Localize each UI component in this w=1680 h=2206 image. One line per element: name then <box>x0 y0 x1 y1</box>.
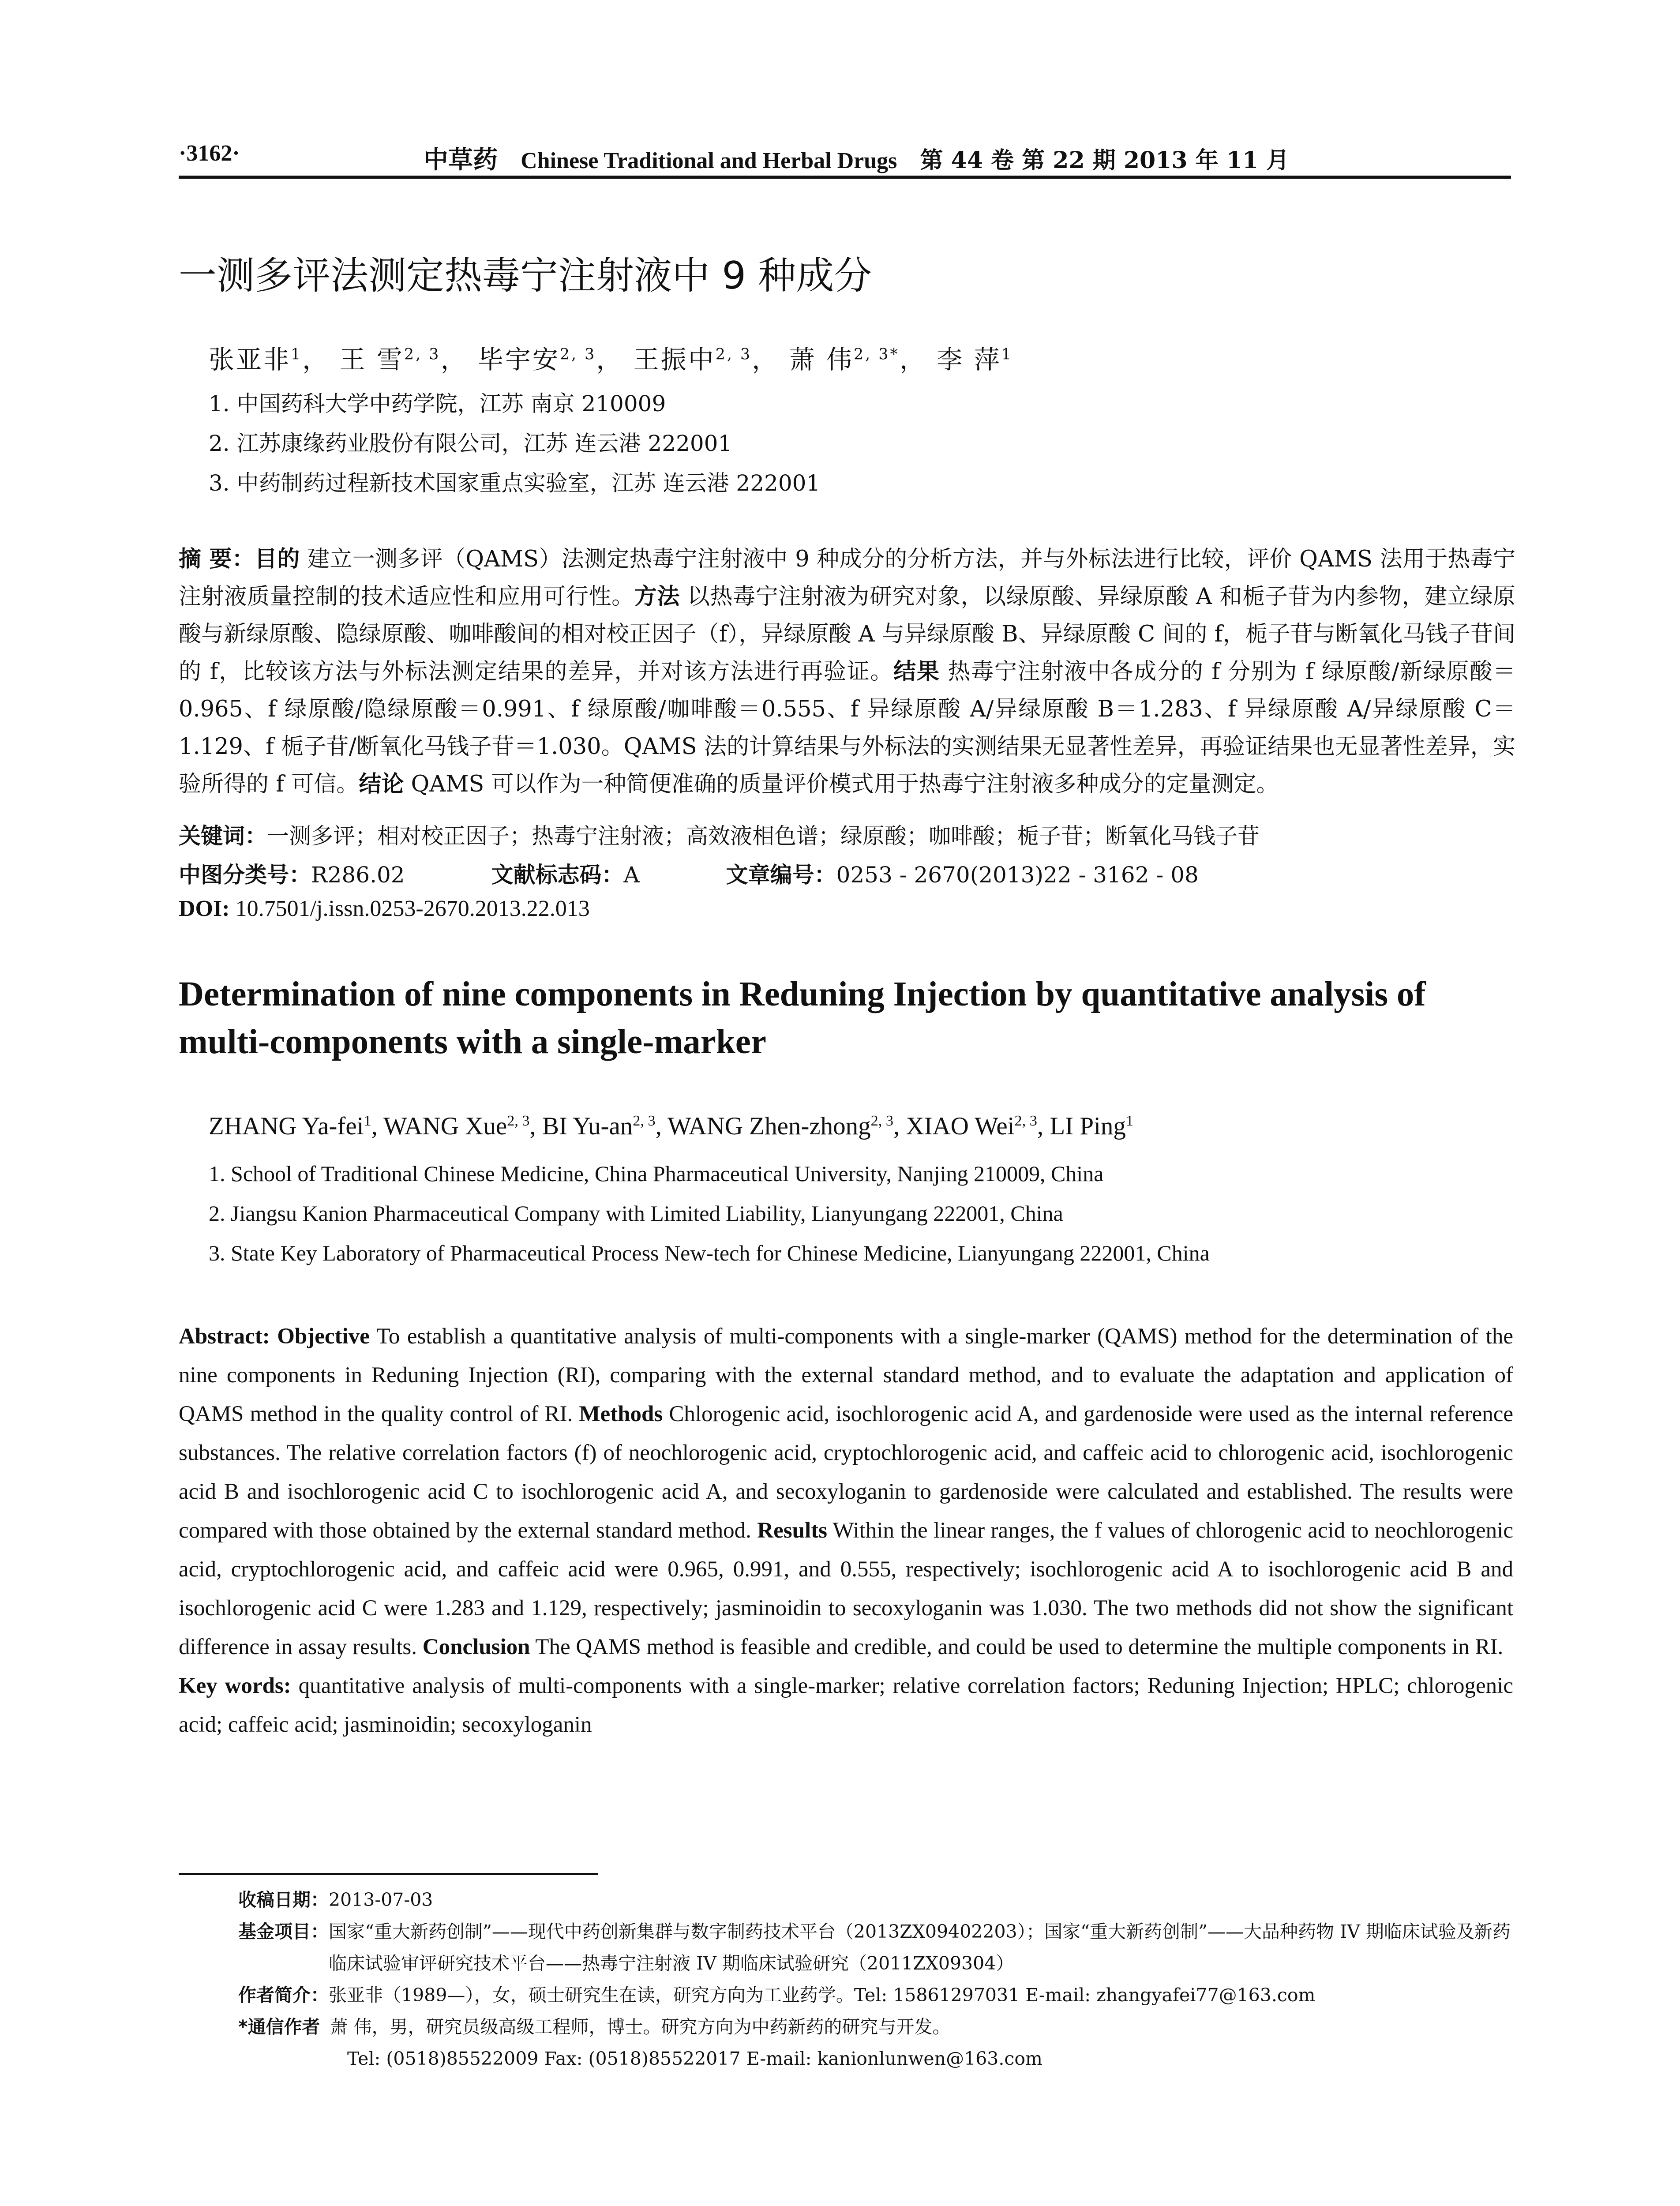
running-header <box>179 140 1511 179</box>
objective-text-en: To establish a quantitative analysis of multi-components with a single-marker (QAMS) method for the determination of the nine components in Reduning Injection (RI), comparing with the external standard method, and to evaluate the adaptation and application of QAMS method in the quality control of RI. <box>179 1324 1513 1426</box>
author-list-cn: 张亚非$^1$， 王 雪$^{2, 3}$， 毕宇安$^{2, 3}$， 王振中$^{2, 3}$， 萧 伟$^{2, 3*}$， 李 萍$^1$ <box>209 345 1013 375</box>
corresponding-label: *通信作者 <box>238 2016 320 2037</box>
objective-text-cn: 建立一测多评（QAMS）法测定热毒宁注射液中 9 种成分的分析方法，并与外标法进行比较，评价 QAMS 法用于热毒宁注射液质量控制的技术适应性和应用可行性。 <box>179 546 1515 610</box>
keywords-en-text: quantitative analysis of multi-components with a single-marker; relative correlation factors; Reduning Injection; HPLC; chlorogenic acid; caffeic acid; jasminoidin; secoxyloganin <box>179 1673 1513 1737</box>
doi-line <box>179 896 590 922</box>
journal-name-cn: 中草药 <box>424 145 498 174</box>
doc-code-value: A <box>623 862 640 888</box>
author-en: WANG Xue$^{2, 3}$ <box>383 1112 530 1140</box>
received-label: 收稿日期： <box>238 1889 329 1910</box>
abstract-en <box>179 1317 1513 1744</box>
author-en: BI Yu-an$^{2, 3}$ <box>542 1112 656 1140</box>
author-en: WANG Zhen-zhong$^{2, 3}$ <box>668 1112 893 1140</box>
footnote-bio <box>238 1979 1513 2011</box>
issue-info: 第 44 卷 第 22 期 2013 年 11 月 <box>920 147 1290 174</box>
keywords-en-label: Key words: <box>179 1673 291 1698</box>
keywords-cn-text: 一测多评；相对校正因子；热毒宁注射液；高效液相色谱；绿原酸；咖啡酸；栀子苷；断氧化马钱子苷 <box>267 823 1260 849</box>
footnote-fund <box>238 1916 1513 1979</box>
keywords-cn <box>179 818 1260 850</box>
title-cn: 一测多评法测定热毒宁注射液中 9 种成分 <box>179 254 872 298</box>
footnote-corresponding <box>238 2011 1513 2043</box>
affiliations-en <box>209 1154 1210 1273</box>
journal-line <box>424 140 1304 176</box>
author-en: XIAO Wei$^{2, 3}$ <box>906 1112 1037 1140</box>
doi-link[interactable]: 10.7501/j.issn.0253-2670.2013.22.013 <box>235 896 590 921</box>
affiliation-cn: 3. 中药制药过程新技术国家重点实验室，江苏 连云港 222001 <box>209 470 821 496</box>
author-en: LI Ping$^1$ <box>1050 1112 1133 1140</box>
corresponding-contact: Tel: (0518)85522009 Fax: (0518)85522017 E-mail: kanionlunwen@163.com <box>347 2048 1042 2069</box>
author-cn: 李 萍$^1$ <box>937 345 1013 375</box>
received-date: 2013-07-03 <box>329 1889 433 1910</box>
clc-label: 中图分类号： <box>179 862 311 888</box>
journal-name-en: Chinese Traditional and Herbal Drugs <box>521 148 897 173</box>
objective-label-en: Objective <box>277 1324 370 1349</box>
fund-label: 基金项目： <box>238 1921 329 1942</box>
affiliation-cn: 2. 江苏康缘药业股份有限公司，江苏 连云港 222001 <box>209 431 732 456</box>
fund-text: 国家“重大新药创制”——现代中药创新集群与数字制药技术平台（2013ZX09402203）；国家“重大新药创制”——大品种药物 IV 期临床试验及新药临床试验审评研究技术平台——热毒宁注射液 IV 期临床试验研究（2011ZX09304） <box>329 1921 1511 1974</box>
author-cn: 萧 伟$^{2, 3*}$ <box>789 345 900 375</box>
author-cn: 王振中$^{2, 3}$ <box>633 345 752 375</box>
author-cn: 张亚非$^1$ <box>209 345 303 375</box>
corresponding-text: 萧 伟，男，研究员级高级工程师，博士。研究方向为中药新药的研究与开发。 <box>330 2016 951 2037</box>
keywords-cn-label: 关键词： <box>179 823 267 849</box>
affiliation-cn: 1. 中国药科大学中药学院，江苏 南京 210009 <box>209 391 666 416</box>
article-no-label: 文章编号： <box>726 862 836 888</box>
affiliation-en: 1. School of Traditional Chinese Medicine, China Pharmaceutical University, Nanjing 210009, China <box>209 1161 1104 1186</box>
footnote-divider <box>179 1873 598 1875</box>
affiliations-cn <box>209 384 820 503</box>
clc-value: R286.02 <box>311 862 405 888</box>
objective-label-cn: 目的 <box>254 546 300 572</box>
methods-text-en: Chlorogenic acid, isochlorogenic acid A, and gardenoside were used as the internal reference substances. The relative correlation factors (f) of neochlorogenic acid, cryptochlorogenic acid, and caffeic acid to chlorogenic acid, isochlorogenic acid B and isochlorogenic acid C to isochlorogenic acid A, and secoxyloganin to gardenoside were calculated and established. The results were compared with those obtained by the external standard method. <box>179 1402 1514 1543</box>
title-en: Determination of nine components in Reduning Injection by quantitative analysis of multi-components with a single-marker <box>179 975 1426 1061</box>
classification-line <box>179 857 1199 889</box>
author-en: ZHANG Ya-fei$^1$ <box>209 1112 371 1140</box>
doc-code-label: 文献标志码： <box>491 862 624 888</box>
conclusion-text-cn: QAMS 可以作为一种简便准确的质量评价模式用于热毒宁注射液多种成分的定量测定。 <box>411 771 1279 797</box>
affiliation-en: 2. Jiangsu Kanion Pharmaceutical Company with Limited Liability, Lianyungang 222001, China <box>209 1201 1063 1226</box>
page-number: ·3162· <box>179 141 240 166</box>
abstract-cn <box>179 540 1515 803</box>
methods-label-en: Methods <box>579 1402 663 1426</box>
affiliation-en: 3. State Key Laboratory of Pharmaceutical Process New-tech for Chinese Medicine, Lianyungang 222001, China <box>209 1241 1210 1265</box>
conclusion-label-en: Conclusion <box>422 1635 530 1659</box>
footnote-received <box>238 1884 1513 1916</box>
author-list-en: ZHANG Ya-fei$^1$, WANG Xue$^{2, 3}$, BI Yu-an$^{2, 3}$, WANG Zhen-zhong$^{2, 3}$, XIAO Wei$^{2, 3}$, LI Ping$^1$ <box>209 1112 1133 1140</box>
conclusion-text-en: The QAMS method is feasible and credible, and could be used to determine the multiple components in RI. <box>535 1635 1504 1659</box>
abstract-en-label: Abstract: <box>179 1324 270 1349</box>
results-text-cn: 热毒宁注射液中各成分的 f 分别为 f 绿原酸/新绿原酸＝0.965、f 绿原酸/隐绿原酸＝0.991、f 绿原酸/咖啡酸＝0.555、f 异绿原酸 A/异绿原酸 B＝1.283、f 异绿原酸 A/异绿原酸 C＝1.129、f 栀子苷/断氧化马钱子苷＝1.030。QAMS 法的计算结果与外标法的实测结果无显著性差异，再验证结果也无显著性差异，实验所得的 f 可信。 <box>179 659 1515 797</box>
bio-label: 作者简介： <box>238 1985 329 2006</box>
doi-label: DOI: <box>179 896 230 921</box>
methods-text-cn: 以热毒宁注射液为研究对象，以绿原酸、异绿原酸 A 和栀子苷为内参物，建立绿原酸与新绿原酸、隐绿原酸、咖啡酸间的相对校正因子（f），异绿原酸 A 与异绿原酸 B、异绿原酸 C 间的 f，栀子苷与断氧化马钱子苷间的 f，比较该方法与外标法测定结果的差异，并对该方法进行再验证。 <box>179 584 1515 685</box>
results-text-en: Within the linear ranges, the f values of chlorogenic acid to neochlorogenic acid, cryptochlorogenic acid, and caffeic acid were 0.965, 0.991, and 0.555, respectively; isochlorogenic acid A to isochlorogenic acid B and isochlorogenic acid C were 1.283 and 1.129, respectively; jasminoidin to secoxyloganin was 1.030. The two methods did not show the significant difference in assay results. <box>179 1518 1513 1659</box>
abstract-cn-label: 摘 要： <box>179 546 255 572</box>
article-no-value: 0253 - 2670(2013)22 - 3162 - 08 <box>836 862 1199 888</box>
author-cn: 王 雪$^{2, 3}$ <box>339 345 441 375</box>
results-label-en: Results <box>757 1518 827 1543</box>
bio-text: 张亚非（1989—），女，硕士研究生在读，研究方向为工业药学。Tel: 15861297031 E-mail: zhangyafei77@163.com <box>329 1985 1316 2006</box>
methods-label-cn: 方法 <box>634 584 680 610</box>
results-label-cn: 结果 <box>893 659 940 685</box>
conclusion-label-cn: 结论 <box>359 771 404 797</box>
author-cn: 毕宇安$^{2, 3}$ <box>477 345 596 375</box>
footnotes <box>238 1884 1513 2075</box>
